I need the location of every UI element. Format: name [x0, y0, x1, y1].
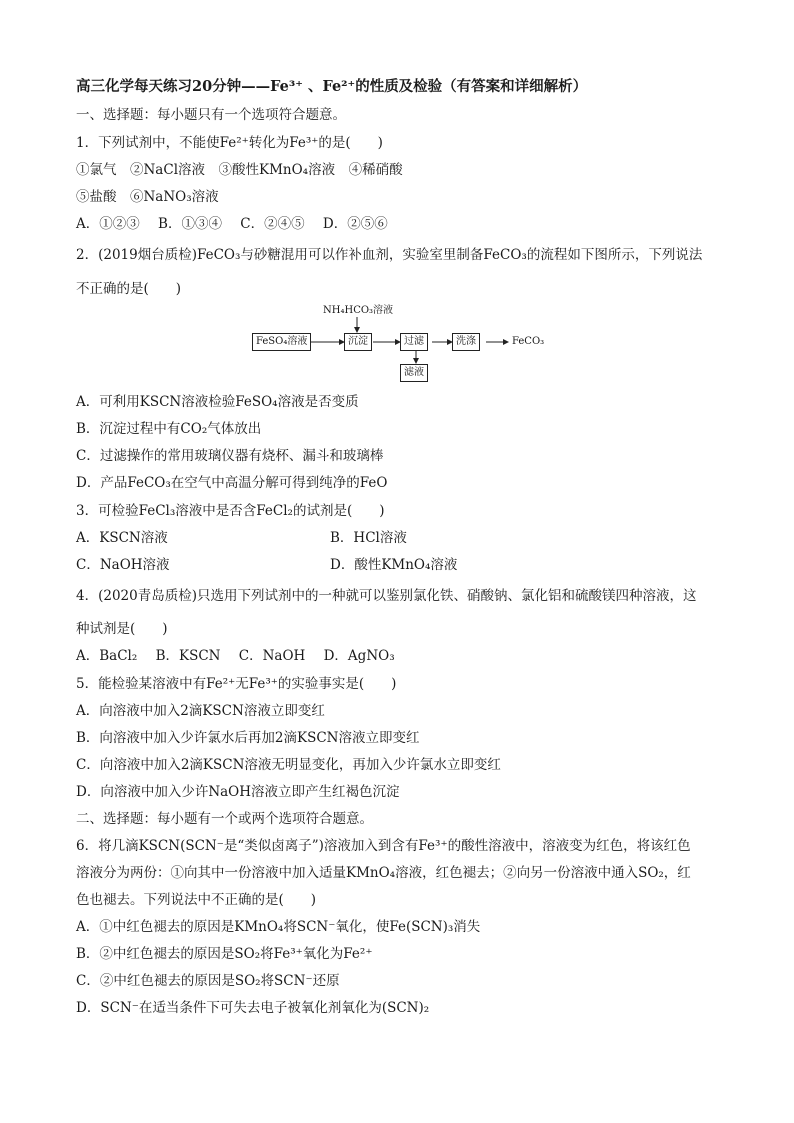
q2-option-a: A．可利用KSCN溶液检验FeSO₄溶液是否变质 [76, 394, 359, 410]
section-heading-1: 一、选择题：每小题只有一个选项符合题意。 [76, 107, 346, 123]
q4-option-b: B．KSCN [155, 648, 221, 664]
q4-options [76, 647, 395, 665]
q6-option-c: C．②中红色褪去的原因是SO₂将SCN⁻还原 [76, 973, 340, 989]
q6-stem-line1: 6．将几滴KSCN(SCN⁻是“类似卤离子”)溶液加入到含有Fe³⁺的酸性溶液中，溶液变为红色，将该红色 [76, 838, 691, 854]
q3-option-b: B．HCl溶液 [330, 530, 407, 546]
flow-precipitate-box: 沉淀 [344, 333, 372, 351]
q4-stem-line2: 种试剂是( ) [76, 621, 168, 637]
q2-flowchart [250, 305, 550, 385]
q1-items-line1: ①氯气 ②NaCl溶液 ③酸性KMnO₄溶液 ④稀硝酸 [76, 162, 403, 178]
q1-options [76, 215, 388, 233]
q2-option-b: B．沉淀过程中有CO₂气体放出 [76, 421, 262, 437]
q1-stem: 1．下列试剂中，不能使Fe²⁺转化为Fe³⁺的是( ) [76, 135, 383, 151]
flow-wash-box: 洗涤 [452, 333, 480, 351]
flow-start-box: FeSO₄溶液 [252, 333, 311, 351]
q2-stem-line2: 不正确的是( ) [76, 281, 182, 297]
q4-stem-line1: 4．(2020青岛质检)只选用下列试剂中的一种就可以鉴别氯化铁、硝酸钠、氯化铝和硫酸镁四种溶液，这 [76, 588, 697, 604]
q2-stem-line1: 2．(2019烟台质检)FeCO₃与砂糖混用可以作补血剂，实验室里制备FeCO₃的流程如下图所示，下列说法 [76, 247, 703, 263]
q6-option-a: A．①中红色褪去的原因是KMnO₄将SCN⁻氧化，使Fe(SCN)₃消失 [76, 919, 481, 935]
q3-stem: 3．可检验FeCl₃溶液中是否含FeCl₂的试剂是( ) [76, 503, 385, 519]
q3-option-a: A．KSCN溶液 [76, 530, 168, 546]
q1-option-c: C．②④⑤ [240, 216, 305, 232]
q3-options-row2 [76, 556, 458, 574]
q6-option-d: D．SCN⁻在适当条件下可失去电子被氧化剂氧化为(SCN)₂ [76, 1000, 430, 1016]
q5-option-d: D．向溶液中加入少许NaOH溶液立即产生红褐色沉淀 [76, 784, 400, 800]
q1-option-b: B．①③④ [158, 216, 222, 232]
q3-option-d: D．酸性KMnO₄溶液 [330, 557, 458, 573]
flow-filtrate-box: 滤液 [400, 364, 428, 382]
q5-option-b: B．向溶液中加入少许氯水后再加2滴KSCN溶液立即变红 [76, 730, 420, 746]
q4-option-d: D．AgNO₃ [323, 648, 395, 664]
q1-option-a: A．①②③ [76, 216, 140, 232]
q1-items-line2: ⑤盐酸 ⑥NaNO₃溶液 [76, 189, 219, 205]
q3-option-c: C．NaOH溶液 [76, 557, 170, 573]
q4-option-c: C．NaOH [238, 648, 306, 664]
q1-option-d: D．②⑤⑥ [322, 216, 388, 232]
flow-product-label: FeCO₃ [512, 336, 545, 347]
q2-option-c: C．过滤操作的常用玻璃仪器有烧杯、漏斗和玻璃棒 [76, 448, 384, 464]
q5-option-a: A．向溶液中加入2滴KSCN溶液立即变红 [76, 703, 325, 719]
flow-filter-box: 过滤 [400, 333, 428, 351]
q5-option-c: C．向溶液中加入2滴KSCN溶液无明显变化，再加入少许氯水立即变红 [76, 757, 501, 773]
flow-reagent-label: NH₄HCO₃溶液 [323, 305, 394, 316]
q6-option-b: B．②中红色褪去的原因是SO₂将Fe³⁺氧化为Fe²⁺ [76, 946, 373, 962]
q6-stem-line3: 色也褪去。下列说法中不正确的是( ) [76, 892, 317, 908]
q4-option-a: A．BaCl₂ [76, 648, 138, 664]
q3-options-row1 [76, 529, 407, 547]
q5-stem: 5．能检验某溶液中有Fe²⁺无Fe³⁺的实验事实是( ) [76, 676, 397, 692]
page-title: 高三化学每天练习20分钟——Fe³⁺ 、Fe²⁺的性质及检验（有答案和详细解析） [76, 78, 588, 95]
q2-option-d: D．产品FeCO₃在空气中高温分解可得到纯净的FeO [76, 475, 388, 491]
q6-stem-line2: 溶液分为两份：①向其中一份溶液中加入适量KMnO₄溶液，红色褪去；②向另一份溶液中通入SO₂，红 [76, 865, 691, 881]
section-heading-2: 二、选择题：每小题有一个或两个选项符合题意。 [76, 811, 373, 827]
